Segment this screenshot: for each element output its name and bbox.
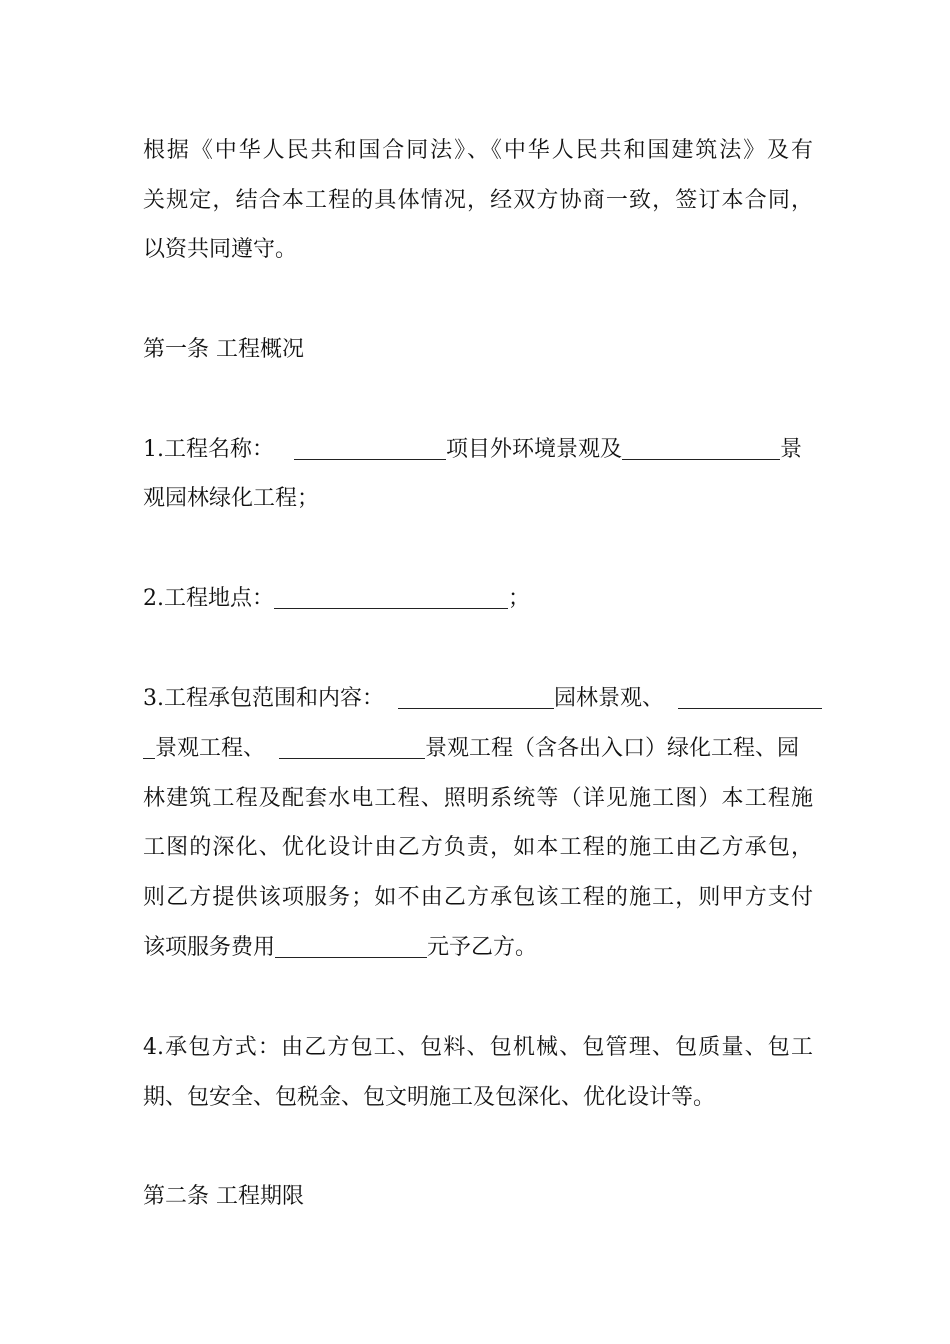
item-1-text-a: 项目外环境景观及: [446, 437, 623, 462]
item-2-end: ；: [508, 586, 531, 611]
project-location-blank[interactable]: [274, 586, 508, 609]
item-2-line-1: [143, 584, 813, 614]
item-3-line-5: 则乙方提供该项服务；如不由乙方承包该工程的施工，则甲方支付: [143, 885, 813, 910]
item-3-line-3: 林建筑工程及配套水电工程、照明系统等（详见施工图）本工程施: [143, 786, 813, 811]
item-2-label: 工程地点：: [164, 586, 275, 611]
item-3-line2-a: 景观工程、: [155, 736, 266, 761]
item-3-text-a: 园林景观、: [554, 686, 665, 711]
item-number: 1.: [143, 437, 164, 462]
article-1-heading: 第一条 工程概况: [143, 337, 304, 362]
item-4-line-2: 期、包安全、包税金、包文明施工及包深化、优化设计等。: [143, 1085, 716, 1110]
scope-blank-1[interactable]: [398, 686, 554, 709]
scope-blank-3[interactable]: [279, 736, 425, 759]
scope-blank-2-cont[interactable]: [143, 736, 155, 759]
item-3-label: 工程承包范围和内容：: [164, 686, 385, 711]
item-3-line-2: [143, 734, 813, 764]
preamble-line-2: 关规定，结合本工程的具体情况，经双方协商一致，签订本合同，: [143, 188, 813, 213]
item-number: 2.: [143, 586, 164, 611]
service-fee-blank[interactable]: [275, 935, 427, 958]
item-1-line-2: 观园林绿化工程；: [143, 486, 320, 511]
item-4-label: 承包方式：由乙方包工、包料、包机械、包管理、包质量、包工: [164, 1035, 813, 1060]
project-name-blank-2[interactable]: [622, 437, 780, 460]
item-number: 4.: [143, 1035, 164, 1060]
item-number: 3.: [143, 686, 164, 711]
project-name-blank[interactable]: [294, 437, 446, 460]
preamble-line-1: 根据《中华人民共和国合同法》、《中华人民共和国建筑法》及有: [143, 138, 813, 163]
item-1-line-1: [143, 435, 813, 465]
item-3-line-6: [143, 933, 813, 963]
item-3-line-4: 工图的深化、优化设计由乙方负责，如本工程的施工由乙方承包，: [143, 835, 813, 860]
item-1-label: 工程名称：: [164, 437, 275, 462]
item-3-line6-a: 该项服务费用: [143, 935, 276, 960]
item-3-line-1: [143, 684, 813, 714]
preamble-line-3: 以资共同遵守。: [143, 237, 298, 262]
item-4-line-1: [143, 1033, 813, 1063]
article-2-heading: 第二条 工程期限: [143, 1184, 304, 1209]
item-1-text-b: 景: [780, 437, 803, 462]
item-3-line2-b: 景观工程（含各出入口）绿化工程、园: [425, 736, 800, 761]
item-3-line6-b: 元予乙方。: [427, 935, 538, 960]
scope-blank-2[interactable]: [678, 686, 822, 709]
